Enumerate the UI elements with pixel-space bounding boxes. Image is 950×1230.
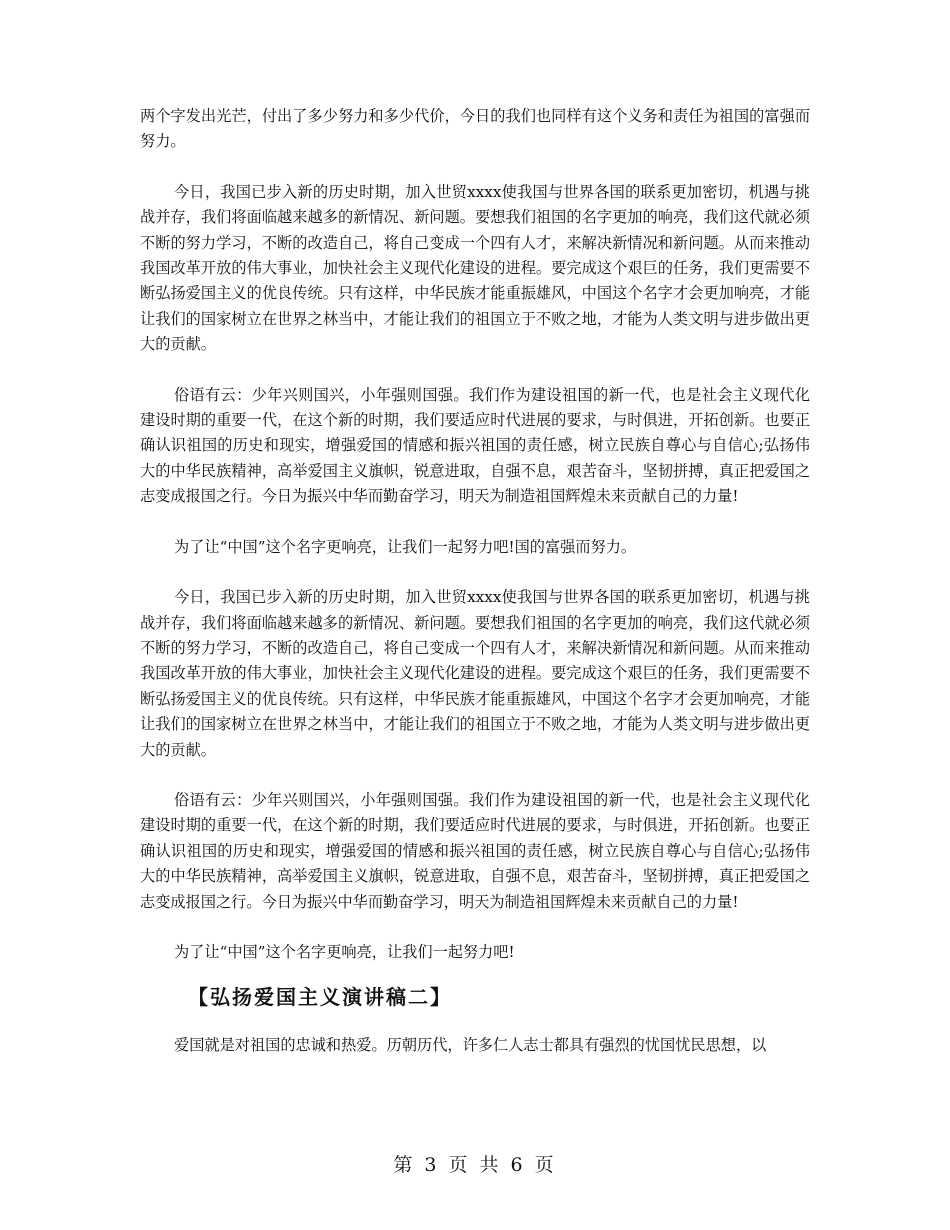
paragraph-final: 爱国就是对祖国的忠诚和热爱。历朝历代，许多仁人志士都具有强烈的忧国忧民思想，以	[174, 1036, 767, 1055]
section-heading: 【弘扬爱国主义演讲稿二】	[188, 985, 452, 1010]
paragraph-history-repeat: 今日，我国已步入新的历史时期，加入世贸xxxx使我国与世界各国的联系更加密切，机遇与挑战并存，我们将面临越来越多的新情况、新问题。要想我们祖国的名字更加的响亮，我们这代就必须不断的努力学习，不断的改造自己，将自己变成一个四有人才，来解决新情况和新问题。从而来推动我国改革开放的伟大事业，加快社会主义现代化建设的进程。要完成这个艰巨的任务，我们更需要不断弘扬爱国主义的优良传统。只有这样，中华民族才能重振雄风，中国这个名字才会更加响亮，才能让我们的国家树立在世界之林当中，才能让我们的祖国立于不败之地，才能为人类文明与进步做出更大的贡献。	[140, 588, 810, 759]
paragraph-spacer	[140, 763, 810, 788]
paragraph-continuation: 两个字发出光芒，付出了多少努力和多少代价，今日的我们也同样有这个义务和责任为祖国的富强而努力。	[140, 107, 810, 151]
paragraph-proverb: 俗语有云：少年兴则国兴，小年强则国强。我们作为建设祖国的新一代，也是社会主义现代化建设时期的重要一代，在这个新的时期，我们要适应时代进展的要求，与时俱进，开拓创新。也要正确认识祖国的历史和现实，增强爱国的情感和振兴祖国的责任感，树立民族自尊心与自信心;弘扬伟大的中华民族精神，高举爱国主义旗帜，锐意进取，自强不息，艰苦奋斗，坚韧拼搏，真正把爱国之志变成报国之行。今日为振兴中华而勤奋学习，明天为制造祖国辉煌未来贡献自己的力量!	[140, 385, 810, 506]
heading-spacer	[140, 1012, 810, 1033]
paragraph-spacer	[140, 560, 810, 585]
paragraph-call-to-action: 为了让“中国”这个名字更响亮，让我们一起努力吧!国的富强而努力。	[174, 537, 637, 556]
paragraph-spacer	[140, 358, 810, 383]
page-number-footer: 第 3 页 共 6 页	[393, 1154, 557, 1176]
paragraph-spacer	[140, 915, 810, 940]
paragraph-proverb-repeat: 俗语有云：少年兴则国兴，小年强则国强。我们作为建设祖国的新一代，也是社会主义现代化建设时期的重要一代，在这个新的时期，我们要适应时代进展的要求，与时俱进，开拓创新。也要正确认识祖国的历史和现实，增强爱国的情感和振兴祖国的责任感，树立民族自尊心与自信心;弘扬伟大的中华民族精神，高举爱国主义旗帜，锐意进取，自强不息，艰苦奋斗，坚韧拼搏，真正把爱国之志变成报国之行。今日为振兴中华而勤奋学习，明天为制造祖国辉煌未来贡献自己的力量!	[140, 790, 810, 911]
paragraph-spacer	[140, 155, 810, 180]
paragraph-closing: 为了让“中国”这个名字更响亮，让我们一起努力吧!	[174, 942, 515, 961]
paragraph-history: 今日，我国已步入新的历史时期，加入世贸xxxx使我国与世界各国的联系更加密切，机遇与挑战并存，我们将面临越来越多的新情况、新问题。要想我们祖国的名字更加的响亮，我们这代就必须不断的努力学习，不断的改造自己，将自己变成一个四有人才，来解决新情况和新问题。从而来推动我国改革开放的伟大事业，加快社会主义现代化建设的进程。要完成这个艰巨的任务，我们更需要不断弘扬爱国主义的优良传统。只有这样，中华民族才能重振雄风，中国这个名字才会更加响亮，才能让我们的国家树立在世界之林当中，才能让我们的祖国立于不败之地，才能为人类文明与进步做出更大的贡献。	[140, 182, 810, 354]
document-body	[140, 104, 810, 1059]
paragraph-spacer	[140, 510, 810, 535]
heading-spacer	[140, 965, 810, 982]
